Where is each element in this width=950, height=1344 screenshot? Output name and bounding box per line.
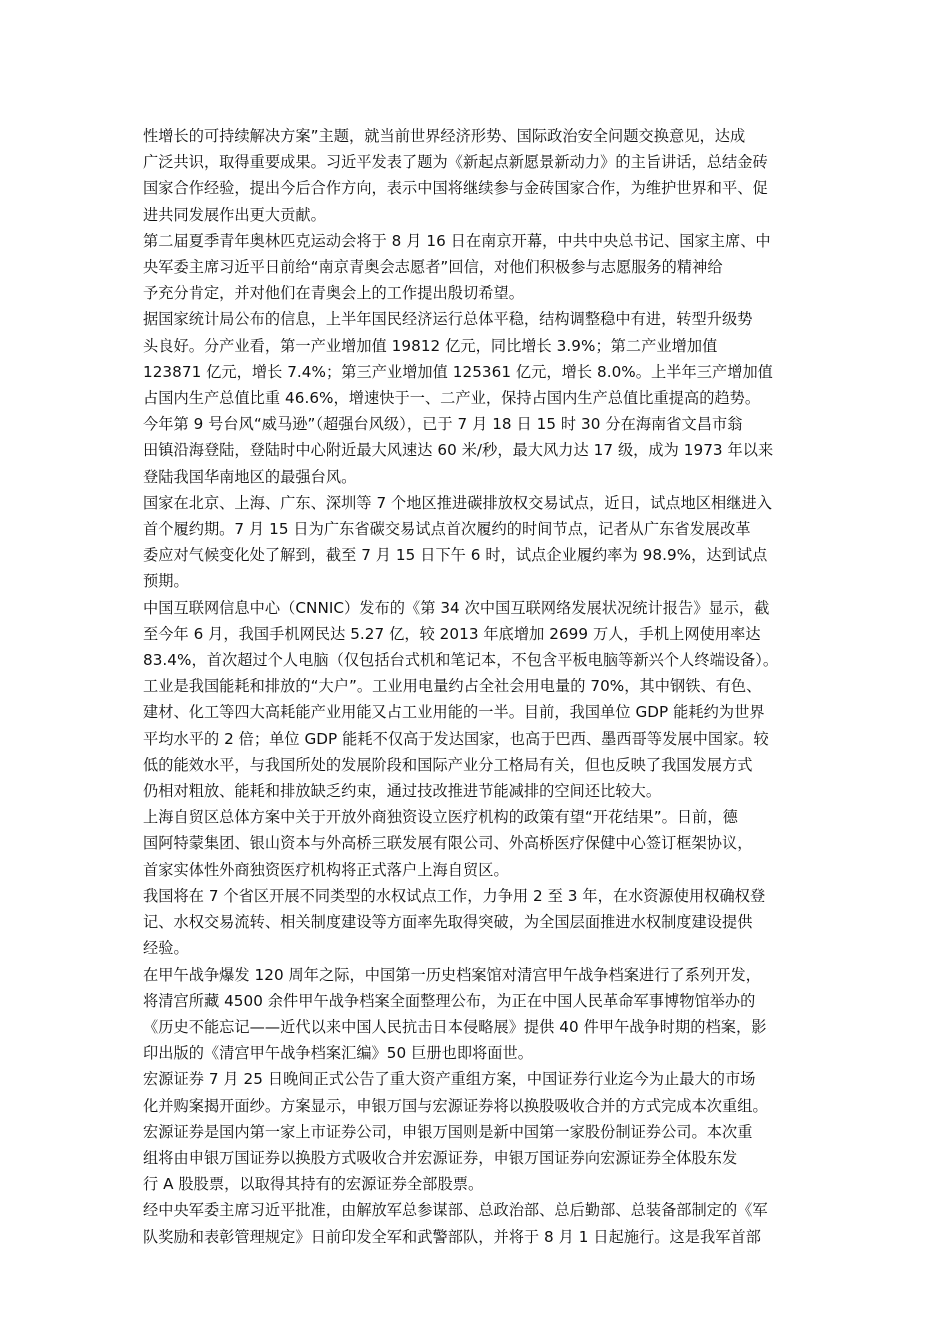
text-line: 委应对气候变化处了解到，截至 7 月 15 日下午 6 时，试点企业履约率为 98.9%，达到试点 xyxy=(143,546,768,565)
text-line: 广泛共识，取得重要成果。习近平发表了题为《新起点新愿景新动力》的主旨讲话，总结金砖 xyxy=(143,153,768,172)
text-line: 印出版的《清宫甲午战争档案汇编》50 巨册也即将面世。 xyxy=(143,1044,534,1063)
text-line: 央军委主席习近平日前给“南京青奥会志愿者”回信，对他们积极参与志愿服务的精神给 xyxy=(143,258,723,277)
text-line: 我国将在 7 个省区开展不同类型的水权试点工作，力争用 2 至 3 年，在水资源使用权确权登 xyxy=(143,886,766,905)
document-page xyxy=(143,123,808,1250)
text-line: 经中央军委主席习近平批准，由解放军总参谋部、总政治部、总后勤部、总装备部制定的《军 xyxy=(143,1201,768,1220)
text-line: 占国内生产总值比重 46.6%，增速快于一、二产业，保持占国内生产总值比重提高的趋势。 xyxy=(143,389,761,408)
news-paragraph xyxy=(143,411,808,490)
news-paragraph xyxy=(143,962,808,1067)
text-line: 中国互联网信息中心（CNNIC）发布的《第 34 次中国互联网络发展状况统计报告》显示，截 xyxy=(143,598,770,617)
news-paragraph xyxy=(143,1066,808,1197)
text-line: 国家在北京、上海、广东、深圳等 7 个地区推进碳排放权交易试点，近日，试点地区相继进入 xyxy=(143,493,772,512)
text-line: 进共同发展作出更大贡献。 xyxy=(143,205,326,224)
text-line: 予充分肯定，并对他们在青奥会上的工作提出殷切希望。 xyxy=(143,284,524,303)
text-line: 建材、化工等四大高耗能产业用能又占工业用能的一半。目前，我国单位 GDP 能耗约为世界 xyxy=(143,703,765,722)
text-line: 工业是我国能耗和排放的“大户”。工业用电量约占全社会用电量的 70%，其中钢铁、有色、 xyxy=(143,677,762,696)
text-line: 在甲午战争爆发 120 周年之际，中国第一历史档案馆对清宫甲午战争档案进行了系列开发， xyxy=(143,965,761,984)
text-line: 《历史不能忘记——近代以来中国人民抗击日本侵略展》提供 40 件甲午战争时期的档案，影 xyxy=(143,1017,767,1036)
news-paragraph xyxy=(143,306,808,411)
news-paragraph xyxy=(143,673,808,804)
news-paragraph xyxy=(143,123,808,228)
text-line: 经验。 xyxy=(143,939,189,958)
text-line: 田镇沿海登陆，登陆时中心附近最大风速达 60 米/秒，最大风力达 17 级，成为 1973 年以来 xyxy=(143,441,774,460)
news-paragraph xyxy=(143,490,808,595)
text-line: 至今年 6 月，我国手机网民达 5.27 亿，较 2013 年底增加 2699 万人，手机上网使用率达 xyxy=(143,624,761,643)
text-line: 记、水权交易流转、相关制度建设等方面率先取得突破，为全国层面推进水权制度建设提供 xyxy=(143,913,753,932)
text-line: 登陆我国华南地区的最强台风。 xyxy=(143,467,357,486)
text-line: 将清宫所藏 4500 余件甲午战争档案全面整理公布，为正在中国人民革命军事博物馆举办的 xyxy=(143,991,756,1010)
text-line: 123871 亿元，增长 7.4%；第三产业增加值 125361 亿元，增长 8.0%。上半年三产增加值 xyxy=(143,362,773,381)
text-line: 今年第 9 号台风“威马逊”（超强台风级），已于 7 月 18 日 15 时 30 分在海南省文昌市翁 xyxy=(143,415,743,434)
text-line: 行 A 股股票，以取得其持有的宏源证券全部股票。 xyxy=(143,1175,484,1194)
text-line: 队奖励和表彰管理规定》日前印发全军和武警部队，并将于 8 月 1 日起施行。这是我军首部 xyxy=(143,1227,761,1246)
text-line: 低的能效水平，与我国所处的发展阶段和国际产业分工格局有关，但也反映了我国发展方式 xyxy=(143,755,753,774)
text-line: 平均水平的 2 倍；单位 GDP 能耗不仅高于发达国家，也高于巴西、墨西哥等发展中国家。较 xyxy=(143,729,769,748)
news-paragraph xyxy=(143,883,808,962)
text-line: 宏源证券 7 月 25 日晚间正式公告了重大资产重组方案，中国证券行业迄今为止最大的市场 xyxy=(143,1070,756,1089)
text-line: 化并购案揭开面纱。方案显示，申银万国与宏源证券将以换股吸收合并的方式完成本次重组。 xyxy=(143,1096,768,1115)
text-line: 83.4%，首次超过个人电脑（仅包括台式机和笔记本，不包含平板电脑等新兴个人终端设备）。 xyxy=(143,651,779,670)
news-paragraph xyxy=(143,228,808,307)
text-line: 国家合作经验，提出今后合作方向，表示中国将继续参与金砖国家合作，为维护世界和平、促 xyxy=(143,179,768,198)
text-line: 据国家统计局公布的信息，上半年国民经济运行总体平稳，结构调整稳中有进，转型升级势 xyxy=(143,310,753,329)
text-line: 组将由申银万国证券以换股方式吸收合并宏源证券，申银万国证券向宏源证券全体股东发 xyxy=(143,1148,738,1167)
news-paragraph xyxy=(143,804,808,883)
news-paragraph xyxy=(143,1197,808,1249)
text-line: 国阿特蒙集团、银山资本与外高桥三联发展有限公司、外高桥医疗保健中心签订框架协议， xyxy=(143,834,753,853)
text-line: 预期。 xyxy=(143,572,189,591)
text-line: 头良好。分产业看，第一产业增加值 19812 亿元，同比增长 3.9%；第二产业增加值 xyxy=(143,336,718,355)
text-line: 上海自贸区总体方案中关于开放外商独资设立医疗机构的政策有望“开花结果”。日前，德 xyxy=(143,808,738,827)
text-line: 首家实体性外商独资医疗机构将正式落户上海自贸区。 xyxy=(143,860,509,879)
text-line: 仍相对粗放、能耗和排放缺乏约束，通过技改推进节能减排的空间还比较大。 xyxy=(143,782,662,801)
text-line: 第二届夏季青年奥林匹克运动会将于 8 月 16 日在南京开幕，中共中央总书记、国家主席、中 xyxy=(143,231,771,250)
news-paragraph xyxy=(143,595,808,674)
text-line: 首个履约期。7 月 15 日为广东省碳交易试点首次履约的时间节点，记者从广东省发展改革 xyxy=(143,520,751,539)
text-line: 宏源证券是国内第一家上市证券公司，申银万国则是新中国第一家股份制证券公司。本次重 xyxy=(143,1122,753,1141)
text-line: 性增长的可持续解决方案”主题，就当前世界经济形势、国际政治安全问题交换意见，达成 xyxy=(143,127,746,145)
